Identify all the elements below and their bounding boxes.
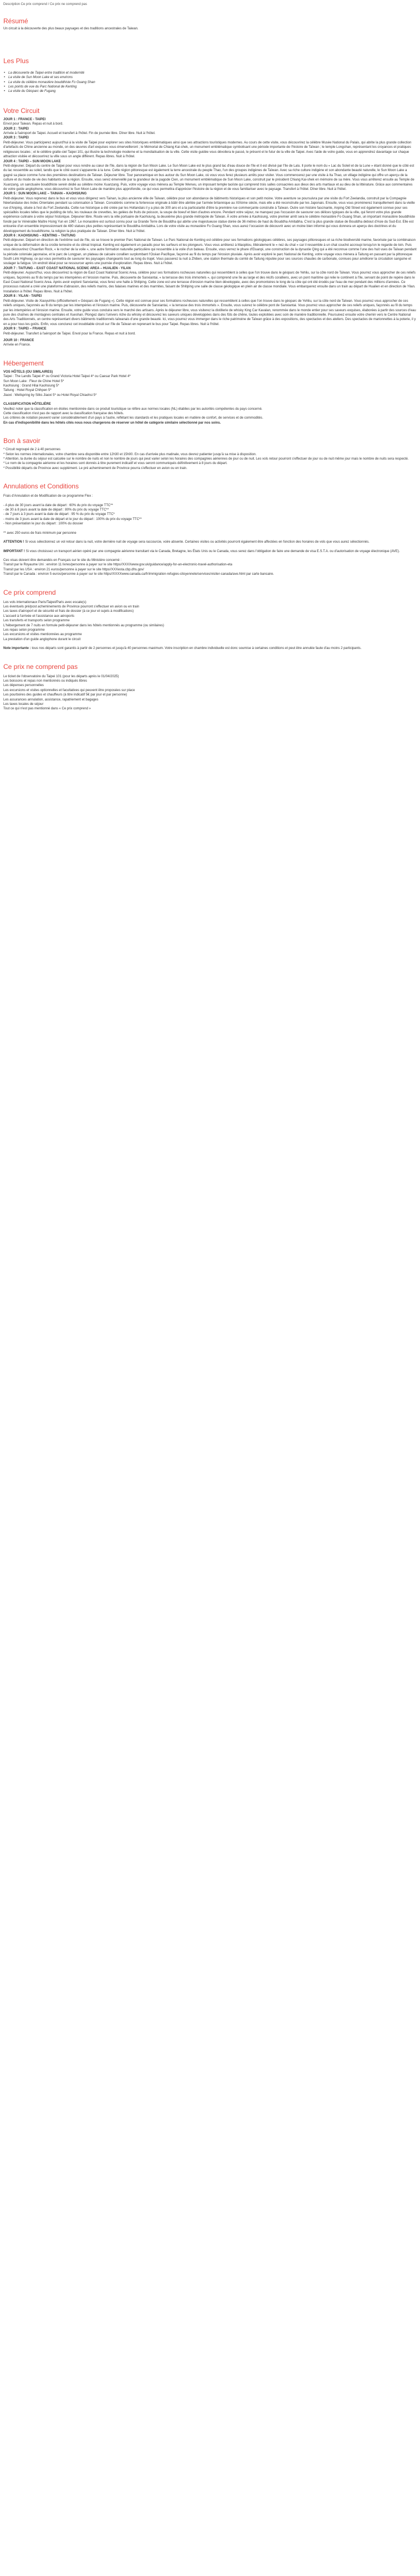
day-text: Petit-déjeuner. Départ en direction de l'extrême sud de l'île, où se trouve le premier Parc National de Taïwan. Le Parc National de Kenting est célèbre pour ses formations géologiques célèbres, ses paysages pittoresques et sa riche biodiversité marine, favorisée par la combinaison unique de la déformation de la croûte terrestre et du climat tropical. Kenting est également un paradis pour les surfeurs et les plongeurs. Vous vous arrêterez à Maopitou, littéralement le « nez du chat » car il ressemble à un chat couché accroupi lorsqu'on le regarde de loin. Puis vous découvrirez Chuanfan Rock, « le rocher de la voile », une autre formation naturelle particulière qui ressemble à la voile d'un bateau. Ensuite, vous verrez le phare d'Eluanpi, une construction de la dynastie Qing qui a été reconnue comme l'une des huit vues de Taïwan pendant la période coloniale japonaise, et le parc de Longpan, un plateau de calcaire corallien surplombant l'Océan Pacifique, façonné au fil du temps par l'érosion pluviale. Après avoir exploré le parc National de Kenting, votre voyage vous mènera à Taitung en passant par la pittoresque South Link Highway, ce qui vous permettra de savourer les paysages changeants tout au long du trajet. Vous passerez la nuit à Zhiben, une station thermale du comté de Taitung réputée pour ses sources chaudes de carbonate, connues pour améliorer la circulation sanguine et soulager la fatigue. Un endroit idéal pour se ressourcer après une journée d'exploration. Repas libres. Nuit à l'hôtel. [3,239,417,266]
day-text: Petit-déjeuner. Vous reprenez dans le bus et vous vous dirigerez vers Tainan, la plus ancienne ville de Taïwan, célèbre pour son abondance de bâtiments historiques et son petit moine. Votre aventure se poursuivra par une visite du Fort Zeelandia, construit par la Compagnie Néerlandaise des Indes Orientales pendant sa colonisation à Taïwan. Considérés comme la forteresse originale à bâtir être abritée par l'armée britannique au XIXème siècle, mais elle a été reconstruite par les Japonais. Ensuite, vous vous promènerez tranquillement dans la vieille rue d'Anping, située à l'est du Fort Zeelandia. Cette rue historique a été créée par les Hollandais il y a plus de 300 ans et a la particularité d'être la première rue commerçante construite à Taïwan. Outre son histoire fascinante, Anping Old Street est également connue pour ses spécialités locales telles que le pudding de tofu, les rouleaux de crevettes, les gelées de fruits de poisson, la soupe de boeuf et bien d'autres encore. Pendant votre séjour, ne manquez pas l'occasion de savourer ces délices typiques de la ville, qui feront votre plus grande expérience culinaire à votre séjour historique. Déjeuner libre. Route vers la ville portuaire de Kaohsiung, la deuxième plus grande métropole de Taïwan. À votre arrivée à Kaohsiung, votre premier arrêt sera le célèbre monastère Fo Guang Shan, un important monastère bouddhiste fondé par le Vénérable Maître Hsing Yun en 1967. Le monastère est surtout connu pour sa Grande Terre de Bouddha qui abrite une majestueuse statue dorée de 36 mètres de haut du Bouddha Amitabha. C'est la plus grande statue de Bouddha debout d'Asie du Sud-Est. Elle est entourée d'un ensemble impressionnant de 480 statues plus petites représentant le Bouddha Amitabha. Lors de votre visite au monastère Fo Guang Shan, vous aurez l'occasion de découvrir avec un moine bien informé qui vous donnera un aperçu des doctrines et du développement du bouddhisme, la religion la plus pratiquée de Taïwan. Dîner libre. Nuit à l'hôtel. [3,197,415,233]
includes-title: Ce prix comprend [3,588,56,596]
cancellation-item: - A plus de 30 jours avant la date de départ : 60% du prix du voyage TTC** [3,503,114,507]
important-text: Si vous choisissez un transport aérien opéré par une compagnie aérienne transitant via le Canada, Bretagne, les États Unis ou le Canada, vous serez dans l'obligation de faire une demande de visa E.S.T.A. ou d'autorisation de voyage électronique (AVE). [25,549,400,553]
includes-note [3,646,417,651]
lodging-title: Hébergement [3,359,44,367]
itinerary-title: Votre Circuit [3,106,40,115]
highlights-list [3,71,417,94]
day-title: JOUR 7 : TAITUNG – EAST COAST NATIONAL SCENIC AREA – HUALIEN - YILAN [3,266,131,270]
cancellation-intro: Frais d'Annulation et de Modification de ce programme Flex : [3,494,93,498]
day-title: JOUR 1 : FRANCE - TAIPEI [3,117,46,121]
hotel-item: Taipei : The Landis Taipei 4* ou Grand Victoria Hotel Taipei 4* ou Caesar Park Hotel 4* [3,375,131,379]
day-title: JOUR 6 : KAOHSIUNG – KENTING – TAITUNG [3,234,76,238]
day-text: Petit-déjeuner. Départ du centre de Taipei pour vous rendre au cœur de l'île, dans la région de Sun Moon Lake. Le Sun Moon Lake est le plus grand lac d'eau douce de l'île et il est divisé par l'île de Lalu. Il porte le nom du « Lac du Soleil et de la Lune » étant donné que le côté est du lac ressemble au soleil, tandis que le côté ouest s'apparente à la lune. Cette région pittoresque est également la terre ancestrale du peuple Thao, l'un des groupes indigènes de Taïwan. Avec sa riche culture indigène et son abondante beauté naturelle, le Sun Moon Lake a gagné sa place comme l'une des premières destinations de Taïwan. Déjeuner libre. Tour panoramique en bus autour du Sun Moon Lake, où vous vous ferez plusieurs arrêts pour visiter. Vous commencerez par une visite à Ita Thao, un village indigène qui offre un aperçu de la culture et du mode de vie des habitants de la région. Ensuite, vous serez émerveillé par la grandeur de la pagode Cien, un monument emblématique de Sun Moon Lake, construit par le président Chiang Kai-shek en mémoire de sa mère. Vous vous arrêterez ensuite au Temple de Xuanzang, un sanctuaire bouddhiste serein dédié au célèbre moine Xuanzang. Puis, votre voyage vous mènera au Temple Wenwu, un imposant temple taoïste qui comprend trois salles consacrées aux dieux des arts martiaux et au dieu de la littérature. Grâce aux commentaires de votre guide anglophone, vous découvrirez le Sun Moon Lake de manière plus approfondie, ce qui vous permettra d'apprécier l'histoire de la région et de vous familiariser avec le paysage. Transfert à l'hôtel. Dîner libre. Nuit à l'hôtel. [3,164,414,191]
day-text: Petit-déjeuner. Transfert à l'aéroport de Taipei. Envol pour la France. Repas et nuit à bord. [3,332,136,336]
excludes-item: Les taxes locales de séjour [3,703,44,707]
excludes-item: Les dépenses personnelles [3,684,44,688]
hotel-item: Kaohsiung : Grand Hilai Kaohsiung 5* [3,384,59,388]
day-text: Petit-déjeuner. Vous participerez aujourd'hui à la visite de Taipei pour explorer ses sites historiques emblématiques ainsi que ses attractions touristiques modernes. Au cours de cette visite, vous découvrirez la célèbre Musée National du Palais, qui abrite la plus grande collection d'artefacts de Chine ancienne au monde, on des œuvres d'art exquises vous émerveilleront ; le Mémorial de Chiang Kai-shek, un monument emblématique symbolisant une période importante de l'histoire de Taïwan ; le temple Longshan, représentant les croyances et pratiques religieuses locales ; et le célèbre gratte-ciel Taipei 101, qui illustre la technologie moderne et la mondialisation de la ville. Cette visite guidée vous dévoilera le passé, le présent et le futur de la ville de Taipei. Avec l'aide de votre guide, vous en apprendrez davantage sur chaque attraction visitée et découvrirez la ville sous un angle différent. Repas libres. Nuit à l'hôtel. [3,141,412,159]
important-label: IMPORTANT ! [3,549,25,553]
day-text: Envol pour Taiwan. Repas et nuit à bord. [3,122,63,126]
attention-text: Si vous sélectionnez un vol retour dans la nuit, votre dernière nuit de voyage sera raccourcie, voire absente. Certaines visites ou activités pourront également être affectées en fonction des horaires de vols que vous aurez sélectionnés. [25,540,370,544]
excludes-item: Les assurances annulation, assistance, rapatriement et bagages [3,698,99,702]
day-title: JOUR 8 : YILAN - TAIPEI [3,295,42,298]
day-title: JOUR 2 : TAIPEI [3,127,29,131]
classification-note: En cas d'indisponibilité dans les hôtels cités nous nous chargerons de réserver un hôtel de catégorie similaire sélectionné par nos soins. [3,421,221,425]
classification-line: Veuillez noter que la classification en étoiles mentionnée dans ce produit touristique se réfère aux normes locales (NL) établies par les autorités compétentes du pays concerné. [3,407,263,411]
includes-item: Les vols internationaux Paris/Taipei/Paris avec escale(s) [3,600,86,604]
classification-line: Cette classification n'est pas de rapport avec la classification française des hôtels. [3,412,124,415]
highlight-item: • La visite du célèbre monastère bouddhiste Fo Guang Shan [3,80,417,85]
day-title: JOUR 3 : TAIPEI [3,136,29,140]
excludes-item: Les boissons et repas non mentionnés ou indiqués libres [3,679,88,683]
visa-line: Transit par les USA : environ 21 euros/personne à payer sur le site https//XXXesta.cbp.dhs.gov/ [3,568,144,571]
attention-block [3,540,417,544]
excludes-item: Les excursions et visites optionnelles et facultatives qui peuvent être proposées sur place [3,688,135,692]
fees-note: ** avec 250 euros de frais minimum par personne [3,531,76,535]
highlight-item: • La visite du Géoparc de Fugang [3,89,417,94]
includes-item: Les taxes d'aéroport et de sécurité et frais de dossier (à ce jour et sujets à modifications) [3,610,134,614]
excludes-item: Le ticket de l'observatoire du Taipei 101 (pour les départs après le 01/04/2025) [3,674,119,678]
day-title: JOUR 10 : FRANCE [3,338,34,342]
good-to-know-item: * Attention, la durée du séjour est calculée sur le nombre de nuits et non le nombre de jours qui peut varier selon les horaires des compagnies aériennes de jour ou de nuit. Les vols retour pourront s'effectuer de jour ou de nuit même jour mais le nombre de nuits sera respecté. [3,457,409,461]
cancellation-item: - de 30 à 8 jours avant la date de départ : 80% du prix du voyage TTC** [3,508,109,512]
classification-title: CLASSIFICATION HÔTELIÈRE [3,403,51,406]
includes-item: Les excursions et visites mentionnées au programme [3,633,82,637]
day-title: JOUR 9 : TAIPEI – FRANCE [3,327,47,331]
cancellation-title: Annulations et Conditions [3,482,79,491]
highlight-item: • La visite de Sun Moon Lake et ses environs [3,75,417,80]
includes-item: Les repas selon programme [3,628,45,632]
excludes-item: Les pourboires des guides et chauffeurs (à titre indicatif 5€ par jour et par personne) [3,693,127,697]
day-text: Petit-déjeuner. Visite de Xiaoyuhhiu (officiellement « Géoparc de Fugang »). Cette région est connue pour ses formations rocheuses naturelles qui ressemblent à celles que l'on trouve dans le géoparc de Yehliu, sur la côte nord de Taïwan. Vous pourrez vous approcher de ces reliefs uniques, façonnés au fil du temps par les intempéries et l'érosion marine. Puis, découverte de Sanxiantai, « la terrasse des trois immortels ». Ensuite, vous suivrez le célèbre pont de Sanxiantai. Vous pourrez vous approcher de ces reliefs uniques, façonnés au fil du temps par les intempéries et l'érosion marine. Ensuite, votre guide vous conduira vers le marché des artisans. Après le déjeuner libre, vous visiterez la distillerie de whisky King Car Kavalan, renommée dans le monde entier pour ses saveurs exquises, élaborées à partir des sources d'eau pure des chaînes de montagnes centrales et Xueshan. Plongez dans l'univers riche du whisky et découvrez les saveurs uniques développées dans des fûts de chêne, toutes exploitées avec soin de manière traditionnelle. Poursuivez ensuite votre chemin vers le Centre National des Arts Traditionnels, un centre représentant divers bâtiments traditionnels taïwanais d'une grande beauté. Ici, vous pourrez vous immerger dans le riche patrimoine de Taïwan grâce à des expositions, des spectacles et des ateliers. Des spectacles de marionnettes à la poterie, il y en a pour tous les goûts. Enfin, vous conclurez cet inoubliable circuit sur l'île de Taïwan en reprenant le bus pour Taipei. Repas libres. Nuit à l'hôtel. [3,299,416,326]
resume-text: Un circuit à la découverte des plus beaux paysages et des traditions ancestrales de Taiwan. [3,27,139,31]
excludes-item: Tout ce qui n'est pas mentionné dans « Ce prix comprend » [3,707,91,711]
cancellation-item: - Non présentation le jour du départ : 100% du dossier [3,522,84,526]
includes-item: L'hébergement de 7 nuits en formule petit-déjeuner dans les hôtels mentionnés au programme (ou similaires) [3,624,164,627]
itinerary-days [3,117,417,348]
resume-title: Résumé [3,17,28,25]
attention-label: ATTENTION ! [3,540,24,544]
hotel-list [3,374,417,398]
cancellation-item: - de 7 jours à 3 jours avant la date de départ : 95 % du prix du voyage TTC* [3,513,115,517]
visa-line: Ces visas doivent être demandés en Français sur le site du Ministère concerné : [3,558,122,562]
includes-item: Les éventuels pré/post acheminements de Province pourront s'effectuer en avion ou en train [3,605,140,609]
hotel-item: Taitung : Hotel Royal Chihpen 5* [3,389,52,393]
lodging-subtitle: VOS HÔTELS (OU SIMILAIRES) [3,370,53,374]
excludes-title: Ce prix ne comprend pas [3,662,78,671]
visa-line: Transit par le Canada : environ 5 euros/personne à payer sur le site https//XXXXwww.canada.ca/fr/immigration-refugies-citoyennete/services/visiter-canada/ave.html par carte bancaire. [3,573,274,576]
breadcrumb: Description Ce prix comprend / Ce prix ne comprend pas [3,3,88,6]
good-to-know-item: * Circuit regroupé de 2 à 40 personnes [3,448,61,452]
includes-note-label: Note importante : [3,647,31,651]
good-to-know-title: Bon à savoir [3,437,40,445]
day-text: Petit-déjeuner. Aujourd'hui, vous découvrirez la région de East Coast National Scenic Area, célèbre pour ses formations rocheuses naturelles qui ressemblent à celles que l'on trouve dans le géoparc de Yehliu, sur la côte nord de Taïwan. Vous pourrez vous approcher de ces reliefs uniques, façonnés au fil du temps par les intempéries et l'érosion marine. Puis, découverte de Sanxiantai, « la terrasse des trois immortels », qui comprend une île au large et des récifs coralliens, avec un pont maritime qui relie le continent à l'île, servant de point de repère dans le East Coast National Scenic Area. Après avoir exploré Sanxiantai, vous ferez une halte à Shitiping. Cette zone est une terrasse d'érosion marine bien développée, avec des promontoires le long de la côte qui ont été érodés par l'eau de mer pendant des millions d'années. Ce processus naturel a créé une plateforme d'abrasion, des reliefs marins, des falaises marines et des marmites, faisant de Shitiping une salle de classe géologique en plein air de classe mondiale. Vous embarquerez ensuite dans un train au départ de Hualien et en direction de Yilan. Installation à l'hôtel. Repas libres. Nuit à l'hôtel. [3,271,416,293]
day-text: Arrivée à l'aéroport de Taipei. Accueil et transfert à l'hôtel. Fin de journée libre. Dîner libre. Nuit à l'hôtel. [3,132,156,136]
includes-note-text: tous nos départs sont garantis à partir de 2 personnes et jusqu'à 40 personnes maximum. Votre inscription en chambre individuelle est donc soumise à certaines conditions et peut être annulée faute d'au moins 2 participants. [32,647,362,651]
highlights-title: Les Plus [3,56,29,65]
hotel-item: Sun Moon Lake : Fleur de Chine Hotel 5* [3,379,64,383]
includes-item: L'accueil à l'arrivée et l'assistance aux aéroports [3,614,75,618]
cancellation-item: - moins de 3 jours avant la date de départ et le jour du départ : 100% du prix du voyage TTC** [3,517,142,521]
classification-line: Les critères de notation peuvent varier considérablement d'un pays à l'autre, reflétant les standards et les pratiques locales en matière de confort, de services et de commodités. [3,416,263,420]
hotel-item: Jiaoxi : Wellspring by Silks Jiaoxi 5* ou Hotel Royal Chiaohsi 5* [3,393,97,397]
includes-item: La prestation d'un guide anglophone durant le circuit [3,637,81,641]
day-text: Arrivée en France. [3,343,31,347]
highlight-item: • Les points de vue du Parc National de Kenting [3,85,417,89]
important-block [3,549,417,554]
visa-line: Transit par le Royaume Uni : environ 11 livres/personne à payer sur le site https//XXXXwww.gov.uk/guidance/apply-for-an-electronic-travel-authorisation-eta [3,563,233,567]
highlight-item: • La découverte de Taipei entre tradition et modernité [3,71,417,75]
day-title: JOUR 5 : SUN MOON LAKE – TAINAN – KAOHSIUNG [3,192,87,196]
page [0,0,420,712]
includes-item: Les transferts et transports selon programme [3,619,70,623]
good-to-know-item: * Possibilité départs de Province avec supplément. Le pré acheminement de Province pourra s'effectuer en avion ou en train. [3,466,187,470]
good-to-know-item: * Le nom de la compagnie aérienne et les horaires sont donnés à titre purement indicatif et vous seront communiqués définitivement à 8 jours du départ. [3,462,228,466]
good-to-know-item: * Selon les normes internationales, votre chambre sera disponible entre 12h30 et 15h00. En cas d'arrivée plus matinale, vous devrez patienter jusqu'à sa mise à disposition. [3,452,257,456]
day-title: JOUR 4 : TAIPEI – SUN MOON LAKE [3,159,61,163]
